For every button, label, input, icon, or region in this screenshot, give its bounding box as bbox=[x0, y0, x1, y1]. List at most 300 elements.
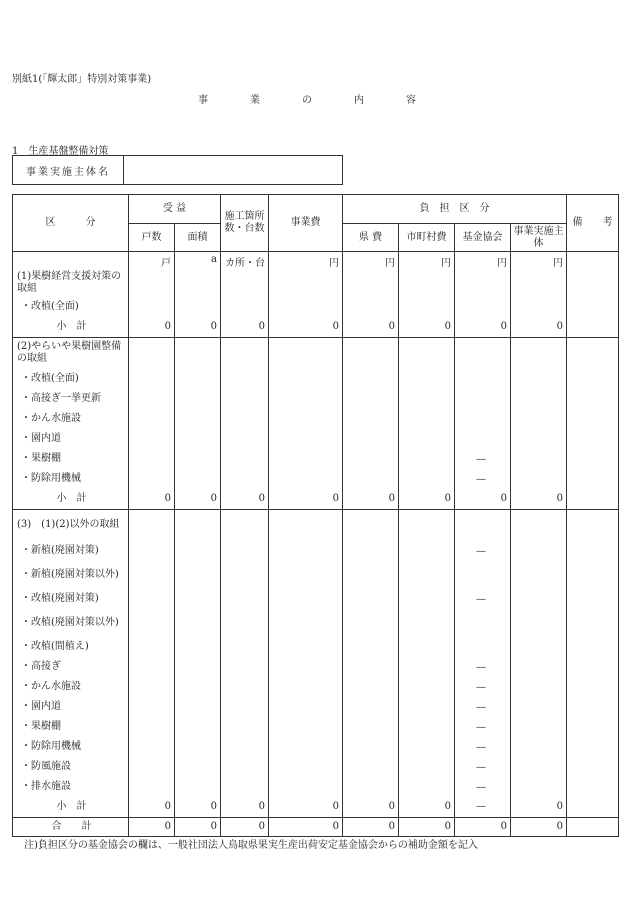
empty-cell bbox=[399, 717, 455, 737]
unit-cell: 円 bbox=[511, 252, 567, 270]
kikin-cell bbox=[455, 609, 511, 637]
empty-cell bbox=[567, 677, 619, 697]
empty-cell bbox=[343, 561, 399, 589]
empty-cell bbox=[455, 337, 511, 369]
empty-cell bbox=[567, 369, 619, 389]
subtotal-cell: 0 bbox=[269, 797, 343, 817]
total-cell: 0 bbox=[455, 817, 511, 836]
empty-cell bbox=[399, 469, 455, 489]
empty-cell bbox=[567, 337, 619, 369]
item-row bbox=[13, 589, 619, 609]
item-label: ・改植(全面) bbox=[13, 297, 129, 317]
empty-cell bbox=[567, 429, 619, 449]
kikin-cell bbox=[455, 369, 511, 389]
item-label: ・高接ぎ一挙更新 bbox=[13, 389, 129, 409]
item-label: ・改植(全面) bbox=[13, 369, 129, 389]
empty-cell bbox=[269, 269, 343, 297]
item-label: ・かん水施設 bbox=[13, 677, 129, 697]
empty-cell bbox=[221, 389, 269, 409]
empty-cell bbox=[511, 717, 567, 737]
empty-cell bbox=[221, 697, 269, 717]
empty-cell bbox=[511, 777, 567, 797]
empty-cell bbox=[343, 469, 399, 489]
item-row bbox=[13, 409, 619, 429]
empty-cell bbox=[129, 637, 175, 657]
item-label: ・排水施設 bbox=[13, 777, 129, 797]
empty-cell bbox=[175, 609, 221, 637]
subtotal-cell: 0 bbox=[129, 317, 175, 337]
kikin-cell: — bbox=[455, 757, 511, 777]
unit-cell: 円 bbox=[455, 252, 511, 270]
empty-cell bbox=[129, 449, 175, 469]
empty-cell bbox=[567, 737, 619, 757]
empty-cell bbox=[221, 677, 269, 697]
subtotal-cell: 0 bbox=[455, 317, 511, 337]
subtotal-label: 小 計 bbox=[13, 797, 129, 817]
subtotal-cell: 0 bbox=[221, 797, 269, 817]
item-label: ・防除用機械 bbox=[13, 469, 129, 489]
empty-cell bbox=[175, 561, 221, 589]
header-kubun: 区 分 bbox=[13, 195, 129, 252]
empty-cell bbox=[511, 637, 567, 657]
empty-cell bbox=[399, 777, 455, 797]
item-row bbox=[13, 449, 619, 469]
empty-cell bbox=[511, 609, 567, 637]
item-label: ・防風施設 bbox=[13, 757, 129, 777]
empty-cell bbox=[269, 337, 343, 369]
item-row bbox=[13, 541, 619, 561]
empty-cell bbox=[129, 609, 175, 637]
header-shisetsu: 施工箇所数・台数 bbox=[221, 195, 269, 252]
unit-cell: 戸 bbox=[129, 252, 175, 270]
kikin-cell: — bbox=[455, 541, 511, 561]
empty-cell bbox=[399, 369, 455, 389]
item-row bbox=[13, 777, 619, 797]
empty-cell bbox=[269, 297, 343, 317]
group-title: (3) (1)(2)以外の取組 bbox=[13, 509, 129, 541]
empty-cell bbox=[175, 697, 221, 717]
empty-cell bbox=[221, 509, 269, 541]
empty-cell bbox=[567, 777, 619, 797]
empty-cell bbox=[399, 697, 455, 717]
subtotal-cell: 0 bbox=[511, 797, 567, 817]
empty-cell bbox=[269, 589, 343, 609]
empty-cell bbox=[129, 697, 175, 717]
empty-cell bbox=[567, 697, 619, 717]
subtotal-row bbox=[13, 317, 619, 337]
subtotal-cell: 0 bbox=[221, 489, 269, 509]
empty-cell bbox=[129, 297, 175, 317]
empty-cell bbox=[343, 697, 399, 717]
empty-cell bbox=[269, 469, 343, 489]
item-row bbox=[13, 561, 619, 589]
empty-cell bbox=[343, 657, 399, 677]
empty-cell bbox=[343, 337, 399, 369]
header-jueki: 受 益 bbox=[129, 195, 221, 224]
empty-cell bbox=[129, 509, 175, 541]
empty-cell bbox=[567, 609, 619, 637]
kikin-cell: — bbox=[455, 657, 511, 677]
subtotal-cell: 0 bbox=[175, 317, 221, 337]
empty-cell bbox=[269, 737, 343, 757]
empty-cell bbox=[221, 269, 269, 297]
unit-cell: 円 bbox=[343, 252, 399, 270]
empty-cell bbox=[269, 637, 343, 657]
empty-cell bbox=[511, 541, 567, 561]
empty-cell bbox=[511, 757, 567, 777]
subtotal-cell: 0 bbox=[221, 317, 269, 337]
subtotal-cell: — bbox=[455, 797, 511, 817]
total-label: 合 計 bbox=[13, 817, 129, 836]
item-label: ・高接ぎ bbox=[13, 657, 129, 677]
empty-cell bbox=[221, 369, 269, 389]
empty-cell bbox=[343, 429, 399, 449]
unit-cell: 円 bbox=[399, 252, 455, 270]
empty-cell bbox=[129, 737, 175, 757]
empty-cell bbox=[269, 389, 343, 409]
header-shutai: 事業実施主体 bbox=[511, 224, 567, 252]
empty-cell bbox=[567, 509, 619, 541]
empty-cell bbox=[175, 469, 221, 489]
empty-cell bbox=[269, 757, 343, 777]
empty-cell bbox=[221, 409, 269, 429]
subtotal-row bbox=[13, 797, 619, 817]
empty-cell bbox=[343, 389, 399, 409]
empty-cell bbox=[129, 337, 175, 369]
item-label: ・かん水施設 bbox=[13, 409, 129, 429]
empty-cell bbox=[511, 509, 567, 541]
subtotal-cell: 0 bbox=[269, 489, 343, 509]
item-label: ・園内道 bbox=[13, 697, 129, 717]
empty-cell bbox=[343, 449, 399, 469]
empty-cell bbox=[269, 409, 343, 429]
empty-cell bbox=[175, 757, 221, 777]
empty-cell bbox=[567, 561, 619, 589]
empty-cell bbox=[269, 509, 343, 541]
header-futan: 負 担 区 分 bbox=[343, 195, 567, 224]
header-biko: 備 考 bbox=[567, 195, 619, 252]
total-cell: 0 bbox=[399, 817, 455, 836]
group-title-row bbox=[13, 509, 619, 541]
empty-cell bbox=[343, 541, 399, 561]
item-label: ・改植(間植え) bbox=[13, 637, 129, 657]
empty-cell bbox=[343, 589, 399, 609]
empty-cell bbox=[221, 297, 269, 317]
item-row bbox=[13, 469, 619, 489]
subtotal-cell: 0 bbox=[343, 317, 399, 337]
empty-cell bbox=[129, 657, 175, 677]
empty-cell bbox=[221, 657, 269, 677]
empty-cell bbox=[175, 637, 221, 657]
subtotal-cell: 0 bbox=[175, 489, 221, 509]
empty-cell bbox=[567, 717, 619, 737]
empty-cell bbox=[269, 369, 343, 389]
kikin-cell: — bbox=[455, 697, 511, 717]
subtotal-cell: 0 bbox=[269, 317, 343, 337]
kikin-cell bbox=[455, 409, 511, 429]
kikin-cell bbox=[455, 429, 511, 449]
empty-cell bbox=[175, 389, 221, 409]
empty-cell bbox=[175, 449, 221, 469]
empty-cell bbox=[269, 561, 343, 589]
empty-cell bbox=[175, 297, 221, 317]
empty-cell bbox=[399, 677, 455, 697]
group-title-row bbox=[13, 337, 619, 369]
kikin-cell bbox=[455, 637, 511, 657]
empty-cell bbox=[511, 561, 567, 589]
empty-cell bbox=[269, 449, 343, 469]
empty-cell bbox=[175, 541, 221, 561]
empty-cell bbox=[399, 449, 455, 469]
kikin-cell: — bbox=[455, 469, 511, 489]
implementer-label: 事業実施主体名 bbox=[13, 156, 124, 185]
empty-cell bbox=[455, 509, 511, 541]
empty-cell bbox=[129, 429, 175, 449]
empty-cell bbox=[269, 541, 343, 561]
subtotal-cell: 0 bbox=[399, 317, 455, 337]
empty-cell bbox=[129, 389, 175, 409]
empty-cell bbox=[129, 541, 175, 561]
empty-cell bbox=[129, 777, 175, 797]
empty-cell bbox=[175, 717, 221, 737]
empty-cell bbox=[129, 757, 175, 777]
empty-cell bbox=[175, 589, 221, 609]
empty-cell bbox=[343, 409, 399, 429]
empty-cell bbox=[175, 429, 221, 449]
subtotal-note-cell bbox=[567, 489, 619, 509]
empty-cell bbox=[511, 369, 567, 389]
empty-cell bbox=[567, 657, 619, 677]
empty-cell bbox=[343, 369, 399, 389]
empty-cell bbox=[221, 469, 269, 489]
item-row bbox=[13, 609, 619, 637]
empty-cell bbox=[399, 757, 455, 777]
group-title: (1)果樹経営支援対策の取組 bbox=[13, 269, 129, 297]
empty-cell bbox=[129, 717, 175, 737]
empty-cell bbox=[269, 777, 343, 797]
empty-cell bbox=[129, 369, 175, 389]
empty-cell bbox=[175, 737, 221, 757]
item-row bbox=[13, 677, 619, 697]
empty-cell bbox=[269, 677, 343, 697]
empty-cell bbox=[343, 297, 399, 317]
empty-cell bbox=[129, 561, 175, 589]
total-cell: 0 bbox=[511, 817, 567, 836]
total-note-cell bbox=[567, 817, 619, 836]
empty-cell bbox=[221, 449, 269, 469]
empty-cell bbox=[399, 429, 455, 449]
empty-cell bbox=[399, 297, 455, 317]
empty-cell bbox=[269, 657, 343, 677]
empty-cell bbox=[399, 589, 455, 609]
empty-cell bbox=[511, 269, 567, 297]
empty-cell bbox=[221, 717, 269, 737]
empty-cell bbox=[175, 409, 221, 429]
subtotal-label: 小 計 bbox=[13, 489, 129, 509]
implementer-value-field[interactable] bbox=[124, 156, 343, 185]
empty-cell bbox=[269, 609, 343, 637]
empty-cell bbox=[511, 677, 567, 697]
subtotal-cell: 0 bbox=[399, 797, 455, 817]
item-row bbox=[13, 717, 619, 737]
item-label: ・防除用機械 bbox=[13, 737, 129, 757]
empty-cell bbox=[343, 757, 399, 777]
empty-cell bbox=[221, 609, 269, 637]
empty-cell bbox=[511, 297, 567, 317]
empty-cell bbox=[455, 269, 511, 297]
header-shichoson: 市町村費 bbox=[399, 224, 455, 252]
empty-cell bbox=[511, 389, 567, 409]
empty-cell bbox=[399, 389, 455, 409]
kikin-cell: — bbox=[455, 449, 511, 469]
project-table bbox=[12, 194, 619, 837]
total-row bbox=[13, 817, 619, 836]
item-row bbox=[13, 297, 619, 317]
subtotal-cell: 0 bbox=[343, 797, 399, 817]
empty-cell bbox=[129, 409, 175, 429]
empty-cell bbox=[269, 429, 343, 449]
total-cell: 0 bbox=[129, 817, 175, 836]
header-kikin: 基金協会 bbox=[455, 224, 511, 252]
empty-cell bbox=[129, 589, 175, 609]
header-jigyohi: 事業費 bbox=[269, 195, 343, 252]
empty-cell bbox=[399, 337, 455, 369]
empty-cell bbox=[343, 717, 399, 737]
empty-cell bbox=[343, 737, 399, 757]
kikin-cell: — bbox=[455, 589, 511, 609]
empty-cell bbox=[221, 589, 269, 609]
subtotal-cell: 0 bbox=[511, 317, 567, 337]
empty-cell bbox=[567, 389, 619, 409]
item-label: ・園内道 bbox=[13, 429, 129, 449]
empty-cell bbox=[399, 541, 455, 561]
empty-cell bbox=[269, 717, 343, 737]
implementer-table bbox=[12, 155, 343, 185]
empty-cell bbox=[221, 429, 269, 449]
empty-cell bbox=[511, 737, 567, 757]
empty-cell bbox=[175, 369, 221, 389]
total-cell: 0 bbox=[221, 817, 269, 836]
document-title: 事 業 の 内 容 bbox=[198, 95, 432, 106]
empty-cell bbox=[129, 269, 175, 297]
empty-cell bbox=[567, 409, 619, 429]
empty-cell bbox=[567, 297, 619, 317]
empty-cell bbox=[343, 637, 399, 657]
empty-cell bbox=[511, 409, 567, 429]
subtotal-note-cell bbox=[567, 317, 619, 337]
empty-cell bbox=[175, 677, 221, 697]
empty-cell bbox=[221, 777, 269, 797]
empty-cell bbox=[399, 637, 455, 657]
empty-cell bbox=[221, 637, 269, 657]
subtotal-row bbox=[13, 489, 619, 509]
empty-cell bbox=[129, 677, 175, 697]
header-kosu: 戸数 bbox=[129, 224, 175, 252]
empty-cell bbox=[567, 469, 619, 489]
empty-cell bbox=[511, 337, 567, 369]
empty-cell bbox=[343, 609, 399, 637]
empty-cell bbox=[511, 429, 567, 449]
subtotal-cell: 0 bbox=[511, 489, 567, 509]
empty-cell bbox=[175, 269, 221, 297]
empty-cell bbox=[399, 561, 455, 589]
empty-cell bbox=[343, 777, 399, 797]
item-row bbox=[13, 737, 619, 757]
item-row bbox=[13, 429, 619, 449]
header-menseki: 面積 bbox=[175, 224, 221, 252]
kikin-cell: — bbox=[455, 717, 511, 737]
item-label: ・改植(廃園対策) bbox=[13, 589, 129, 609]
subtotal-cell: 0 bbox=[129, 797, 175, 817]
document-label: 別紙1(「輝太郎」特別対策事業) bbox=[12, 74, 152, 85]
empty-cell bbox=[175, 777, 221, 797]
footnote: 注)負担区分の基金協会の欄は、一般社団法人鳥取県果実生産出荷安定基金協会からの補助金額を記入 bbox=[24, 840, 478, 851]
total-cell: 0 bbox=[343, 817, 399, 836]
empty-cell bbox=[175, 657, 221, 677]
section-title: 1 生産基盤整備対策 bbox=[12, 146, 109, 157]
item-row bbox=[13, 757, 619, 777]
unit-cell: 円 bbox=[269, 252, 343, 270]
subtotal-cell: 0 bbox=[175, 797, 221, 817]
item-label: ・改植(廃園対策以外) bbox=[13, 609, 129, 637]
unit-label-cell bbox=[13, 252, 129, 270]
empty-cell bbox=[221, 757, 269, 777]
empty-cell bbox=[221, 541, 269, 561]
unit-row bbox=[13, 252, 619, 270]
kikin-cell bbox=[455, 297, 511, 317]
kikin-cell bbox=[455, 561, 511, 589]
item-row bbox=[13, 637, 619, 657]
subtotal-note-cell bbox=[567, 797, 619, 817]
empty-cell bbox=[567, 449, 619, 469]
empty-cell bbox=[511, 589, 567, 609]
subtotal-cell: 0 bbox=[455, 489, 511, 509]
empty-cell bbox=[567, 757, 619, 777]
item-row bbox=[13, 369, 619, 389]
empty-cell bbox=[175, 509, 221, 541]
subtotal-label: 小 計 bbox=[13, 317, 129, 337]
item-label: ・新植(廃園対策以外) bbox=[13, 561, 129, 589]
kikin-cell bbox=[455, 389, 511, 409]
item-row bbox=[13, 697, 619, 717]
subtotal-cell: 0 bbox=[129, 489, 175, 509]
item-label: ・果樹棚 bbox=[13, 717, 129, 737]
item-row bbox=[13, 657, 619, 677]
item-row bbox=[13, 389, 619, 409]
group-title: (2)やらいや果樹園整備の取組 bbox=[13, 337, 129, 369]
empty-cell bbox=[399, 609, 455, 637]
subtotal-cell: 0 bbox=[399, 489, 455, 509]
kikin-cell: — bbox=[455, 677, 511, 697]
empty-cell bbox=[511, 697, 567, 717]
empty-cell bbox=[511, 469, 567, 489]
kikin-cell: — bbox=[455, 737, 511, 757]
unit-cell: カ所・台 bbox=[221, 252, 269, 270]
empty-cell bbox=[221, 737, 269, 757]
empty-cell bbox=[511, 449, 567, 469]
subtotal-cell: 0 bbox=[343, 489, 399, 509]
empty-cell bbox=[343, 269, 399, 297]
empty-cell bbox=[567, 589, 619, 609]
empty-cell bbox=[343, 509, 399, 541]
empty-cell bbox=[511, 657, 567, 677]
empty-cell bbox=[399, 269, 455, 297]
empty-cell bbox=[221, 337, 269, 369]
empty-cell bbox=[399, 737, 455, 757]
item-label: ・果樹棚 bbox=[13, 449, 129, 469]
item-label: ・新植(廃園対策) bbox=[13, 541, 129, 561]
unit-cell: a bbox=[175, 252, 221, 270]
